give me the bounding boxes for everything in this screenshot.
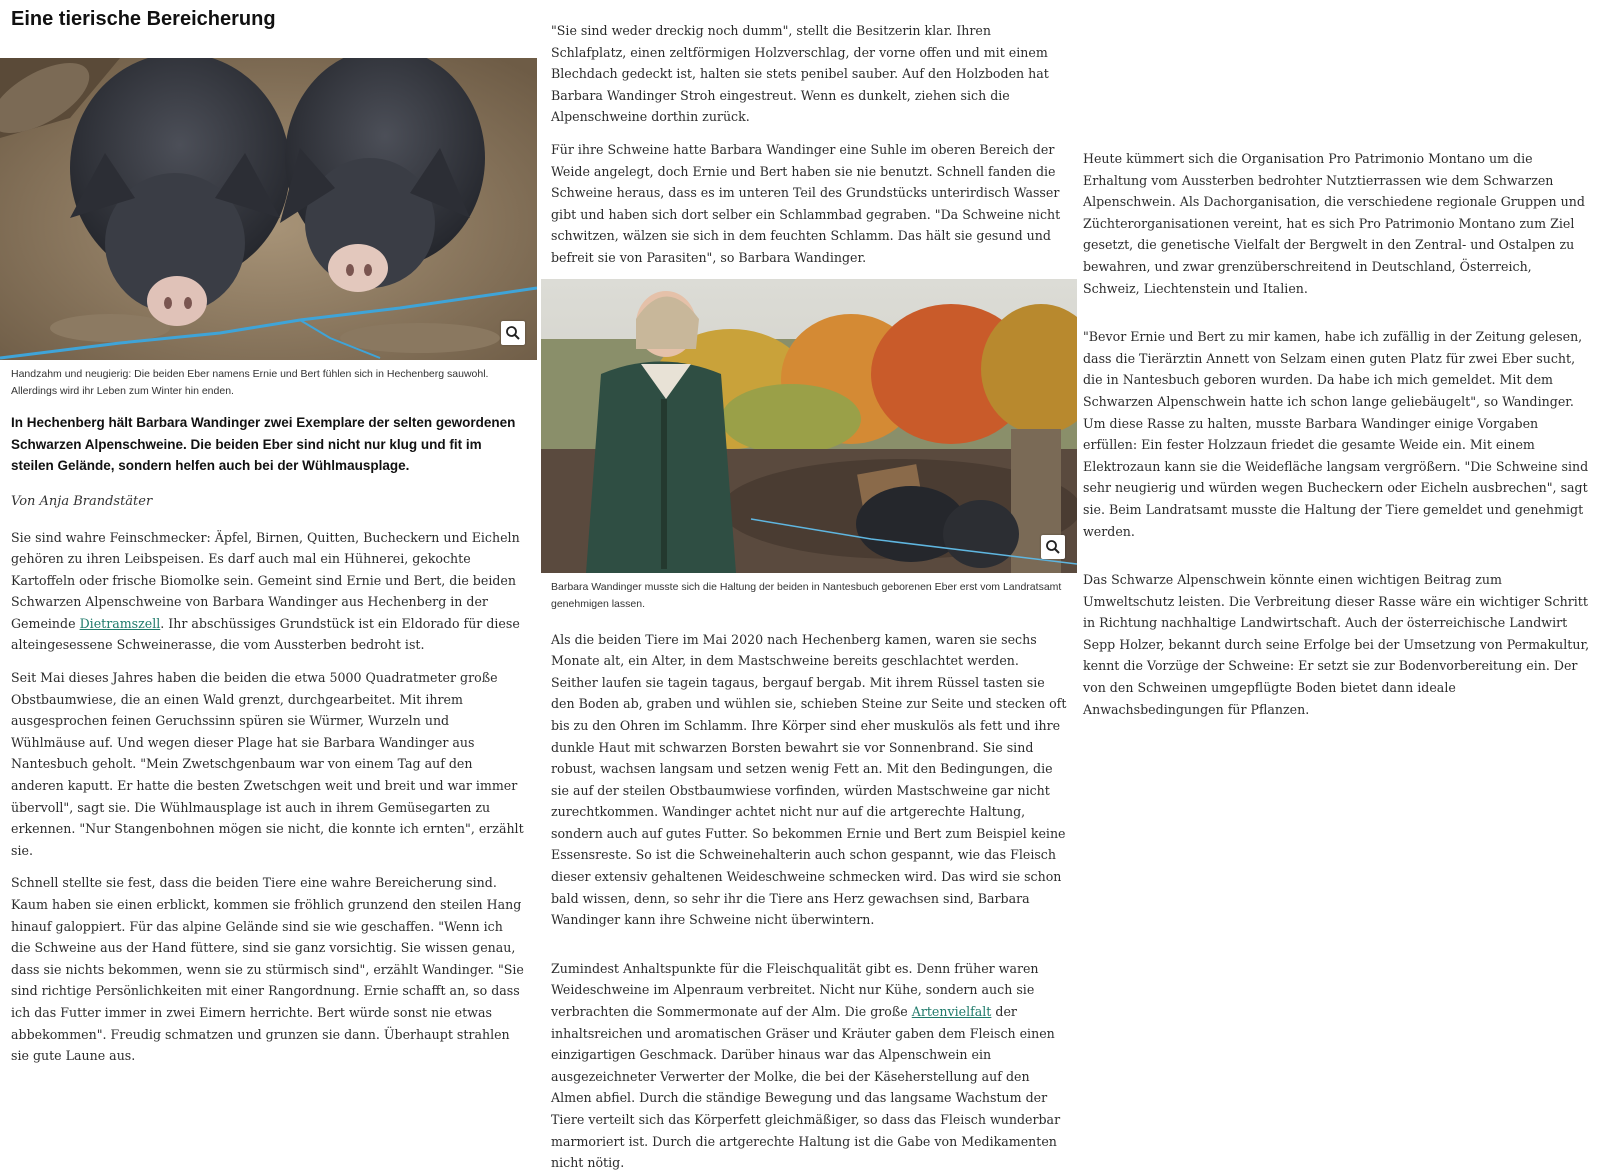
photo-farmer[interactable] [541, 279, 1077, 573]
article-column-2 [541, 0, 1077, 1174]
article-column-3 [1077, 0, 1600, 720]
paragraph: Das Schwarze Alpenschwein könnte einen wichtigen Beitrag zum Umweltschutz leisten. Die Verbreitung dieser Rasse wäre ein wichtiger Schritt in Richtung nachhaltige Landwirtschaft. Auch der österreichische Landwirt Sepp Holzer, bekannt durch seine Erfolge bei der Umsetzung von Permakultur, kennt die Vorzüge der Schweine: Er setzt sie zur Bodenvorbereitung ein. Der von den Schweinen umgepflügte Boden bietet dann ideale Anwachsbedingungen für Pflanzen. [1083, 572, 1590, 717]
zoom-button[interactable] [501, 321, 525, 345]
photo-farmer-image [541, 279, 1077, 573]
paragraph: Für ihre Schweine hatte Barbara Wandinger eine Suhle im oberen Bereich der Weide angelegt, doch Ernie und Bert haben sie nie benutzt. Schnell fanden die Schweine heraus, dass es im unteren Teil des Grundstücks unterirdisch Wasser gibt und haben sich dort selber ein Schlammbad gegraben. "Da Schweine nicht schwitzen, wälzen sie sich in dem feuchten Schlamm. Das hält sie gesund und befreit sie von Parasiten", so Barbara Wandinger. [551, 141, 1061, 265]
article-column-1 [0, 0, 537, 1067]
paragraph: Heute kümmert sich die Organisation Pro Patrimonio Montano um die Erhaltung vom Aussterben bedrohter Nutztierrassen wie dem Schwarzen Alpenschwein. Als Dachorganisation, die verschiedene regionale Gruppen und Züchterorganisationen vereint, hat es sich Pro Patrimonio Montano zum Ziel gesetzt, die genetische Vielfalt der Bergwelt in den Zentral- und Ostalpen zu bewahren, und zwar grenzüberschreitend in Deutschland, Österreich, Schweiz, Liechtenstein und Italien. [1083, 151, 1585, 296]
zoom-button[interactable] [1041, 535, 1065, 559]
paragraph: Sie sind wahre Feinschmecker: Äpfel, Birnen, Quitten, Bucheckern und Eicheln gehören zu ihren Leibspeisen. Es darf auch mal ein Hühnerei, gekochte Kartoffeln oder frische Biomolke sein. Gemeint sind Ernie und Bert, die beiden Schwarzen Alpenschweine von Barbara Wandinger aus Hechenberg in der Gemeinde Dietramszell. Ihr abschüssiges Grundstück ist ein Eldorado für diese alteingesessene Schweinerasse, die vom Aussterben bedroht ist. [11, 529, 520, 653]
author-byline: Von Anja Brandstäter [11, 493, 153, 509]
paragraph: Zumindest Anhaltspunkte für die Fleischqualität gibt es. Denn früher waren Weideschweine im Alpenraum verbreitet. Nicht nur Kühe, sondern auch sie verbrachten die Sommermonate auf der Alm. Die große Artenvielfalt der inhaltsreichen und aromatischen Gräser und Kräuter gaben dem Fleisch einen einzigartigen Geschmack. Darüber hinaus war das Alpenschwein ein ausgezeichneter Verwerter der Molke, die bei der Käseherstellung auf den Almen abfiel. Durch die ständige Bewegung und das langsame Wachstum der Tiere verteilt sich das Körperfett gleichmäßiger, so dass das Fleisch wunderbar marmoriert ist. Durch die artgerechte Haltung ist die Gabe von Medikamenten nicht nötig. [551, 960, 1061, 1171]
magnifier-icon [1045, 539, 1061, 555]
article-title: Eine tierische Bereicherung [11, 8, 276, 30]
paragraph: Als die beiden Tiere im Mai 2020 nach Hechenberg kamen, waren sie sechs Monate alt, ein Alter, in dem Mastschweine bereits geschlachtet werden. Seither laufen sie tagein tagaus, bergauf bergab. Mit ihrem Rüssel tasten sie den Boden ab, graben und wühlen sie, schieben Steine zur Seite und stecken oft bis zu den Ohren im Schlamm. Ihre Körper sind eher muskulös als fett und ihre dunkle Haut mit schwarzen Borsten bewahrt sie vor Sonnenbrand. Sie sind robust, wachsen langsam und setzen wenig Fett an. Mit den Bedingungen, die sie auf der steilen Obstbaumwiese vorfinden, würden Mastschweine gar nicht zurechtkommen. Wandinger achtet nicht nur auf die artgerechte Haltung, sondern auch auf gutes Futter. So bekommen Ernie und Bert zum Beispiel keine Essensreste. So ist die Schweinehalterin auch schon gespannt, wie das Fleisch dieser extensiv gehaltenen Weideschweine schmecken wird. Das wird sie schon bald wissen, denn, so sehr ihr die Tiere ans Herz gewachsen sind, Barbara Wandinger kann ihre Schweine nicht überwintern. [551, 631, 1067, 928]
paragraph: "Bevor Ernie und Bert zu mir kamen, habe ich zufällig in der Zeitung gelesen, dass die Tierärztin Annett von Selzam einen guten Platz für zwei Eber sucht, die in Nantesbuch geboren wurden. Da habe ich mich gemeldet. Mit dem Schwarzen Alpenschwein hatte ich schon lange geliebäugelt", so Wandinger. Um diese Rasse zu halten, musste Barbara Wandinger einige Vorgaben erfüllen: Ein fester Holzzaun friedet die gesamte Weide ein. Mit einem Elektrozaun kann sie die Weidefläche langsam vergrößern. "Die Schweine sind sehr neugierig und würden wegen Bucheckern oder Eicheln ausbrechen", sagt sie. Beim Landratsamt musste die Haltung der Tiere gemeldet und genehmigt werden. [1083, 329, 1589, 539]
magnifier-icon [505, 325, 521, 341]
photo-caption: Barbara Wandinger musste sich die Haltung der beiden in Nantesbuch geborenen Eber erst vom Landratsamt genehmigen lassen. [551, 580, 1062, 610]
link-artenvielfalt[interactable]: Artenvielfalt [911, 1004, 992, 1020]
paragraph: "Sie sind weder dreckig noch dumm", stellt die Besitzerin klar. Ihren Schlafplatz, einen zeltförmigen Holzverschlag, der vorne offen und mit einem Blechdach gedeckt ist, halten sie stets penibel sauber. Auf den Holzboden hat Barbara Wandinger Stroh eingestreut. Wenn es dunkelt, ziehen sich die Alpenschweine dorthin zurück. [551, 23, 1049, 125]
article-lead: In Hechenberg hält Barbara Wandinger zwei Exemplare der selten gewordenen Schwarzen Alpenschweine. Die beiden Eber sind nicht nur klug und fit im steilen Gelände, sondern helfen auch bei der Wühlmausplage. [11, 415, 516, 473]
photo-pigs-image [0, 58, 537, 360]
paragraph: Schnell stellte sie fest, dass die beiden Tiere eine wahre Bereicherung sind. Kaum haben sie einen erblickt, kommen sie fröhlich grunzend den steilen Hang hinauf galoppiert. Für das alpine Gelände sind sie wie geschaffen. "Wenn ich die Schweine aus der Hand füttere, sind sie ganz vorsichtig. Sie wissen genau, dass sie nichts bekommen, wenn sie zu stürmisch sind", erzählt Wandinger. "Sie sind richtige Persönlichkeiten mit einer Rangordnung. Ernie schafft an, so dass ich das Futter immer in zwei Eimern herrichte. Bert würde sonst nie etwas abbekommen". Freudig schmatzen und grunzen sie dann. Überhaupt strahlen sie gute Laune aus. [11, 875, 524, 1064]
photo-pigs[interactable] [0, 58, 537, 360]
paragraph: Seit Mai dieses Jahres haben die beiden die etwa 5000 Quadratmeter große Obstbaumwiese, die an einen Wald grenzt, durchgearbeitet. Mit ihrem ausgesprochen feinen Geruchssinn spüren sie Würmer, Wurzeln und Wühlmäuse auf. Und wegen dieser Plage hat sie Barbara Wandinger aus Nantesbuch geholt. "Mein Zwetschgenbaum war von einem Tag auf den anderen kaputt. Er hatte die besten Zwetschgen weit und breit und war immer übervoll", sagt sie. Die Wühlmausplage ist auch in ihrem Gemüsegarten zu erkennen. "Nur Stangenbohnen mögen sie nicht, die konnte ich ernten", erzählt sie. [11, 670, 524, 858]
link-dietramszell[interactable]: Dietramszell [79, 615, 161, 631]
photo-caption: Handzahm und neugierig: Die beiden Eber namens Ernie und Bert fühlen sich in Hechenberg sauwohl. Allerdings wird ihr Leben zum Winter hin enden. [11, 368, 489, 397]
